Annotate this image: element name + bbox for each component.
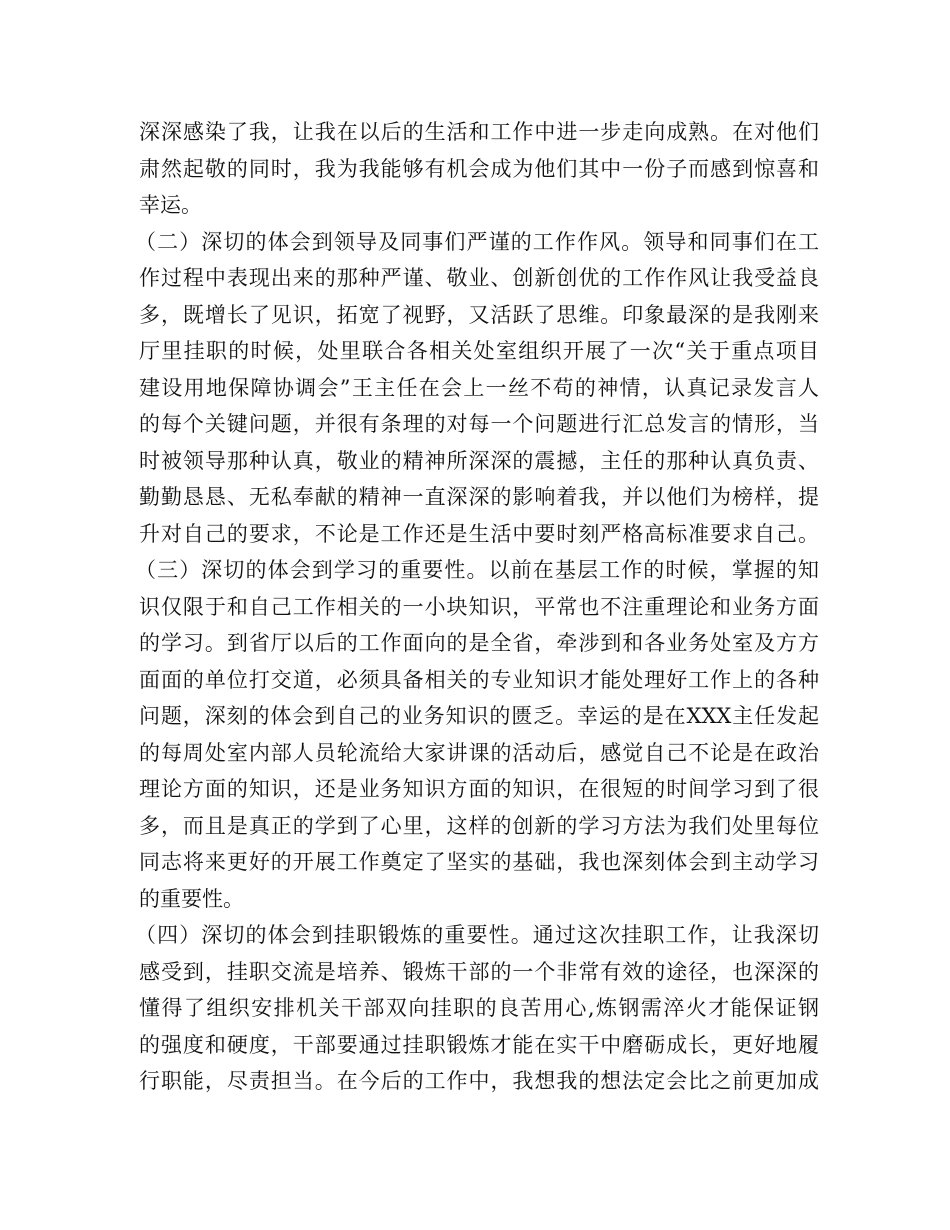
text-line: 深深感染了我，让我在以后的生活和工作中进一步走向成熟。在对他们: [139, 120, 819, 144]
text-line: 肃然起敬的同时，我为我能够有机会成为他们其中一份子而感到惊喜和: [139, 156, 819, 181]
text-line: 的每周处室内部人员轮流给大家讲课的活动后，感觉自己不论是在政治: [139, 740, 819, 765]
text-line: 勤勤恳恳、无私奉献的精神一直深深的影响着我，并以他们为榜样，提: [139, 485, 819, 509]
text-line: 作过程中表现出来的那种严谨、敬业、创新创优的工作作风让我受益良: [139, 266, 819, 290]
text-line: 行职能，尽责担当。在今后的工作中，我想我的想法定会比之前更加成: [139, 1069, 819, 1093]
text-line: 建设用地保障协调会”王主任在会上一丝不苟的神情，认真记录发言人: [139, 375, 819, 400]
text-line: 的强度和硬度，干部要通过挂职锻炼才能在实干中磨砺成长，更好地履: [139, 1032, 819, 1057]
text-line: 感受到，挂职交流是培养、锻炼干部的一个非常有效的途径，也深深的: [139, 959, 819, 984]
text-line: 多，既增长了见识，拓宽了视野，又活跃了思维。印象最深的是我刚来: [139, 302, 819, 327]
text-line: 的重要性。: [139, 886, 244, 911]
text-line: 懂得了组织安排机关干部双向挂职的良苦用心,炼钢需淬火才能保证钢: [139, 996, 819, 1020]
text-line: 幸运。: [139, 193, 202, 217]
body-text: [135, 114, 819, 1100]
text-line: 厅里挂职的时候，处里联合各相关处室组织开展了一次“关于重点项目: [139, 339, 819, 363]
text-line: 的学习。到省厅以后的工作面向的是全省，牵涉到和各业务处室及方方: [139, 631, 819, 655]
section-heading-line: （三）深切的体会到学习的重要性。以前在基层工作的时候，掌握的知: [135, 558, 819, 582]
text-line: 时被领导那种认真，敬业的精神所深深的震撼，主任的那种认真负责、: [139, 448, 819, 473]
text-line: 理论方面的知识，还是业务知识方面的知识，在很短的时间学习到了很: [139, 777, 819, 801]
section-heading-line: （四）深切的体会到挂职锻炼的重要性。通过这次挂职工作，让我深切: [135, 923, 819, 947]
text-line: 多，而且是真正的学到了心里，这样的创新的学习方法为我们处里每位: [139, 813, 819, 838]
text-line: 识仅限于和自己工作相关的一小块知识，平常也不注重理论和业务方面: [139, 594, 819, 619]
text-line: 的每个关键问题，并很有条理的对每一个问题进行汇总发言的情形，当: [139, 412, 819, 436]
text-line: 升对自己的要求，不论是工作还是生活中要时刻严格高标准要求自己。: [139, 521, 819, 546]
text-line: 同志将来更好的开展工作奠定了坚实的基础，我也深刻体会到主动学习: [139, 850, 819, 874]
text-line: 问题，深刻的体会到自己的业务知识的匮乏。幸运的是在XXX主任发起: [139, 704, 819, 728]
section-heading-line: （二）深切的体会到领导及同事们严谨的工作作风。领导和同事们在工: [135, 229, 819, 254]
text-line: 面面的单位打交道，必须具备相关的专业知识才能处理好工作上的各种: [139, 667, 819, 692]
